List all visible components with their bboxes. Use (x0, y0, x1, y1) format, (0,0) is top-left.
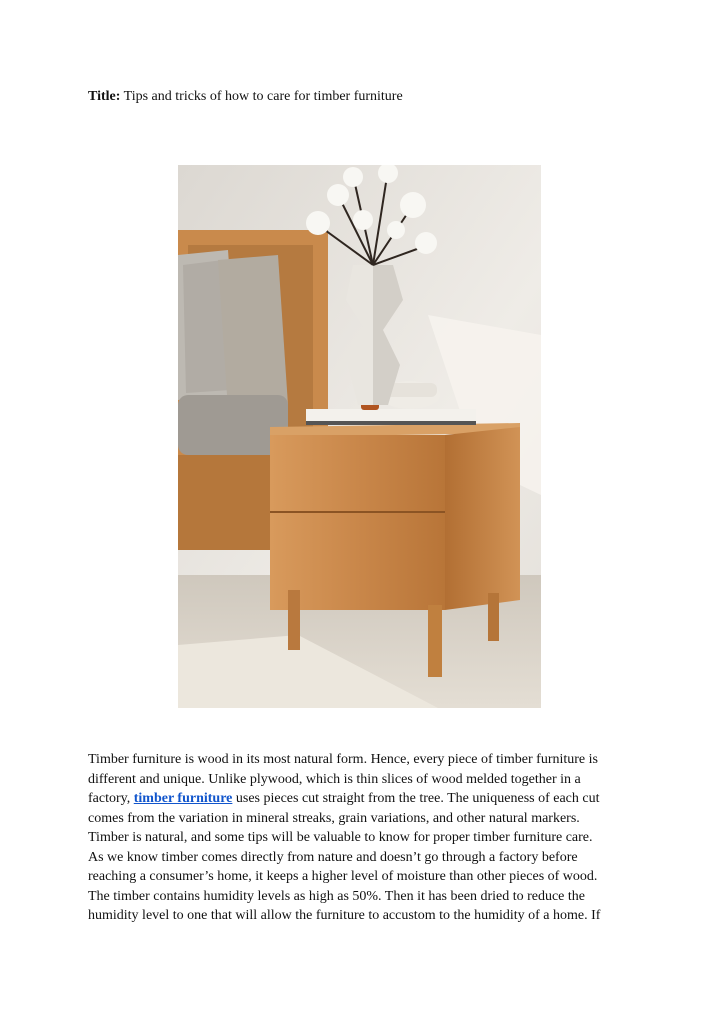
body-text-segment: uses pieces cut straight from the tree. The uniqueness of each cut (232, 791, 600, 806)
body-text-segment: factory, (88, 791, 134, 806)
body-line: Timber furniture is wood in its most natural form. Hence, every piece of timber furniture is (88, 752, 598, 767)
body-line: comes from the variation in mineral streaks, grain variations, and other natural markers. (88, 810, 580, 826)
article-body (88, 750, 648, 926)
body-line: The timber contains humidity levels as high as 50%. Then it has been dried to reduce the (88, 888, 585, 904)
document-title (88, 88, 403, 106)
title-text: Tips and tricks of how to care for timber furniture (120, 89, 403, 104)
body-line: As we know timber comes directly from nature and doesn’t go through a factory before (88, 849, 578, 865)
title-label: Title: (88, 89, 121, 104)
body-line: different and unique. Unlike plywood, which is thin slices of wood melded together in a (88, 771, 581, 787)
bedside-table-photo (178, 165, 541, 708)
timber-furniture-link[interactable]: timber furniture (133, 791, 233, 806)
body-line (88, 789, 648, 809)
body-line: reaching a consumer’s home, it keeps a higher level of moisture than other pieces of wood. (88, 869, 598, 884)
body-line: Timber is natural, and some tips will be valuable to know for proper timber furniture care. (88, 830, 593, 845)
body-line: humidity level to one that will allow the furniture to accustom to the humidity of a home. If (88, 908, 601, 923)
